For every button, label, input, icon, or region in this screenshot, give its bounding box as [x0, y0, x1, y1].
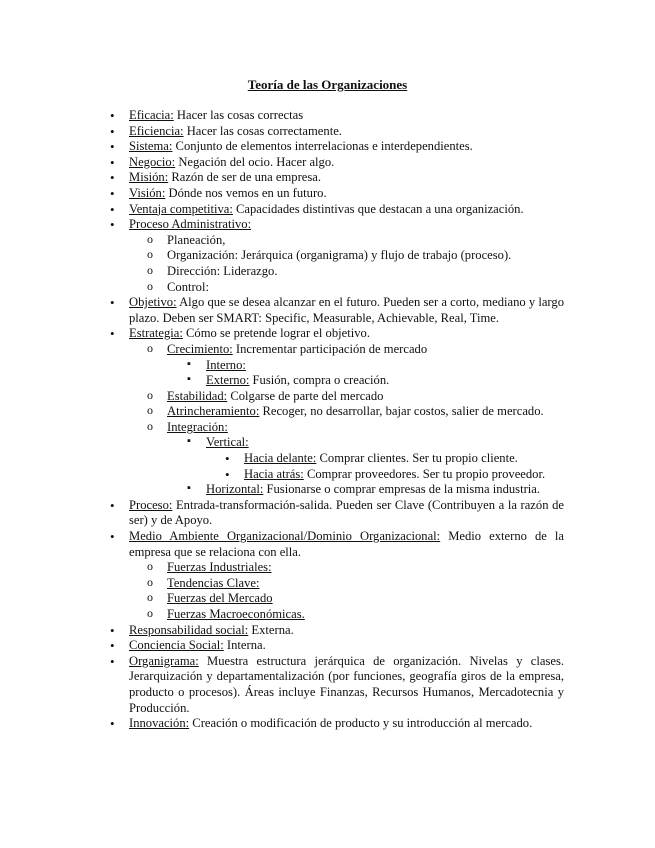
term-label: Hacia delante: [244, 451, 317, 466]
list-item [129, 716, 564, 732]
term-label: Sistema: [129, 139, 173, 154]
sublist [167, 233, 564, 295]
term-label: Estrategia: [129, 326, 183, 341]
term-label: Estabilidad: [167, 388, 228, 403]
definition-text: Interna. [223, 638, 266, 653]
list-item [129, 654, 564, 716]
sublist-item [167, 420, 564, 498]
definitions-list [129, 108, 564, 732]
page-title: Teoría de las Organizaciones [247, 77, 408, 92]
definition-text: Conjunto de elementos interrelacionas e interdependientes. [172, 139, 473, 154]
definition-text: Cómo se pretende lograr el objetivo. [182, 326, 370, 341]
definition-text: Fusión, compra o creación. [249, 373, 390, 388]
definition-text: Incrementar participación de mercado [232, 341, 428, 356]
term-label: Negocio: [129, 154, 176, 169]
list-item [129, 155, 564, 171]
list-item [129, 217, 564, 295]
term-label: Eficacia: [129, 108, 174, 122]
list-item [129, 186, 564, 202]
definition-text: Algo que se desea alcanzar en el futuro. Pueden ser a corto, mediano y largo plazo. Deben ser SMART: Specific, Measurable, Achievable, Real, Time. [129, 295, 564, 325]
sublist-item: o Tendencias Clave: [167, 576, 564, 592]
definition-text: Hacer las cosas correctamente. [183, 123, 342, 138]
sublist [167, 560, 564, 622]
term-label: Vertical: [206, 435, 249, 450]
sublist-item [206, 373, 564, 389]
sublist-item [206, 482, 564, 498]
definition-text: Creación o modificación de producto y su introducción al mercado. [189, 716, 533, 731]
sublist-item: o Fuerzas Industriales: [167, 560, 564, 576]
definition-text: Capacidades distintivas que destacan a una organización. [232, 201, 524, 216]
sublist-item: o Control: [167, 280, 564, 296]
list-item [129, 202, 564, 218]
term-label: Conciencia Social: [129, 638, 224, 653]
sublist-item [167, 342, 564, 389]
sublist-item [167, 389, 564, 405]
term-label: Misión: [129, 170, 169, 185]
list-item [129, 295, 564, 326]
term-label: Medio Ambiente Organizacional/Dominio Organizacional: [129, 529, 441, 544]
list-item [129, 529, 564, 623]
sublist-item [206, 358, 564, 374]
definition-text: Negación del ocio. Hacer algo. [175, 154, 335, 169]
definition-text: Dónde nos vemos en un futuro. [165, 185, 327, 200]
sublist [206, 435, 564, 497]
term-label: Externo: [206, 373, 250, 388]
sublist-item [206, 435, 564, 482]
list-item [129, 139, 564, 155]
sublist-item: o Dirección: Liderazgo. [167, 264, 564, 280]
sublist-item [244, 467, 564, 483]
definition-text: Recoger, no desarrollar, bajar costos, salier de mercado. [259, 404, 544, 419]
sublist [167, 342, 564, 498]
sublist-item [244, 451, 564, 467]
sublist-item [167, 404, 564, 420]
term-label: Eficiencia: [129, 123, 184, 138]
term-label: Ventaja competitiva: [129, 201, 233, 216]
term-label: Integración: [167, 419, 228, 434]
definition-text: Fusionarse o comprar empresas de la misma industria. [263, 482, 541, 497]
term-label: Proceso: [129, 497, 173, 512]
term-label: Objetivo: [129, 295, 177, 310]
list-item [129, 326, 564, 498]
list-item [129, 170, 564, 186]
definition-text: Hacer las cosas correctas [173, 108, 304, 122]
list-item [129, 623, 564, 639]
sublist [206, 358, 564, 389]
definition-text: Medio externo de la empresa que se relaciona con ella. [129, 529, 564, 559]
sublist-item: o Organización: Jerárquica (organigrama) y flujo de trabajo (proceso). [167, 248, 564, 264]
term-label: Organigrama: [129, 653, 199, 668]
list-item [129, 108, 564, 124]
sublist-item: o Planeación, [167, 233, 564, 249]
list-item [129, 498, 564, 529]
definition-text: Razón de ser de una empresa. [168, 170, 322, 185]
definition-text: Muestra estructura jerárquica de organización. Nivelas y clases. Jerarquización y departamentalización (por funciones, geografía giros de la empresa, producto o procesos). Áreas incluye Finanzas, Recursos Humanos, Mercadotecnia y Producción. [129, 653, 564, 715]
term-label: Horizontal: [206, 482, 264, 497]
term-label: Proceso Administrativo: [129, 217, 252, 232]
definition-text: Externa. [248, 622, 294, 637]
term-label: Atrincheramiento: [167, 404, 260, 419]
sublist-item: o Fuerzas del Mercado [167, 591, 564, 607]
definition-text: Entrada-transformación-salida. Pueden ser Clave (Contribuyen a la razón de ser) y de Apoyo. [129, 497, 564, 528]
term-label: Visión: [129, 185, 166, 200]
sublist [244, 451, 564, 482]
list-item [129, 638, 564, 654]
list-item [129, 124, 564, 140]
term-label: Crecimiento: [167, 341, 233, 356]
term-label: Interno: [206, 357, 246, 372]
term-label: Responsabilidad social: [129, 622, 249, 637]
definition-text: Colgarse de parte del mercado [227, 388, 384, 403]
sublist-item: o Fuerzas Macroeconómicas. [167, 607, 564, 623]
term-label: Innovación: [129, 716, 190, 731]
term-label: Hacia atrás: [244, 466, 304, 481]
definition-text: Comprar proveedores. Ser tu propio proveedor. [303, 466, 546, 481]
definition-text: Comprar clientes. Ser tu propio cliente. [316, 451, 518, 466]
